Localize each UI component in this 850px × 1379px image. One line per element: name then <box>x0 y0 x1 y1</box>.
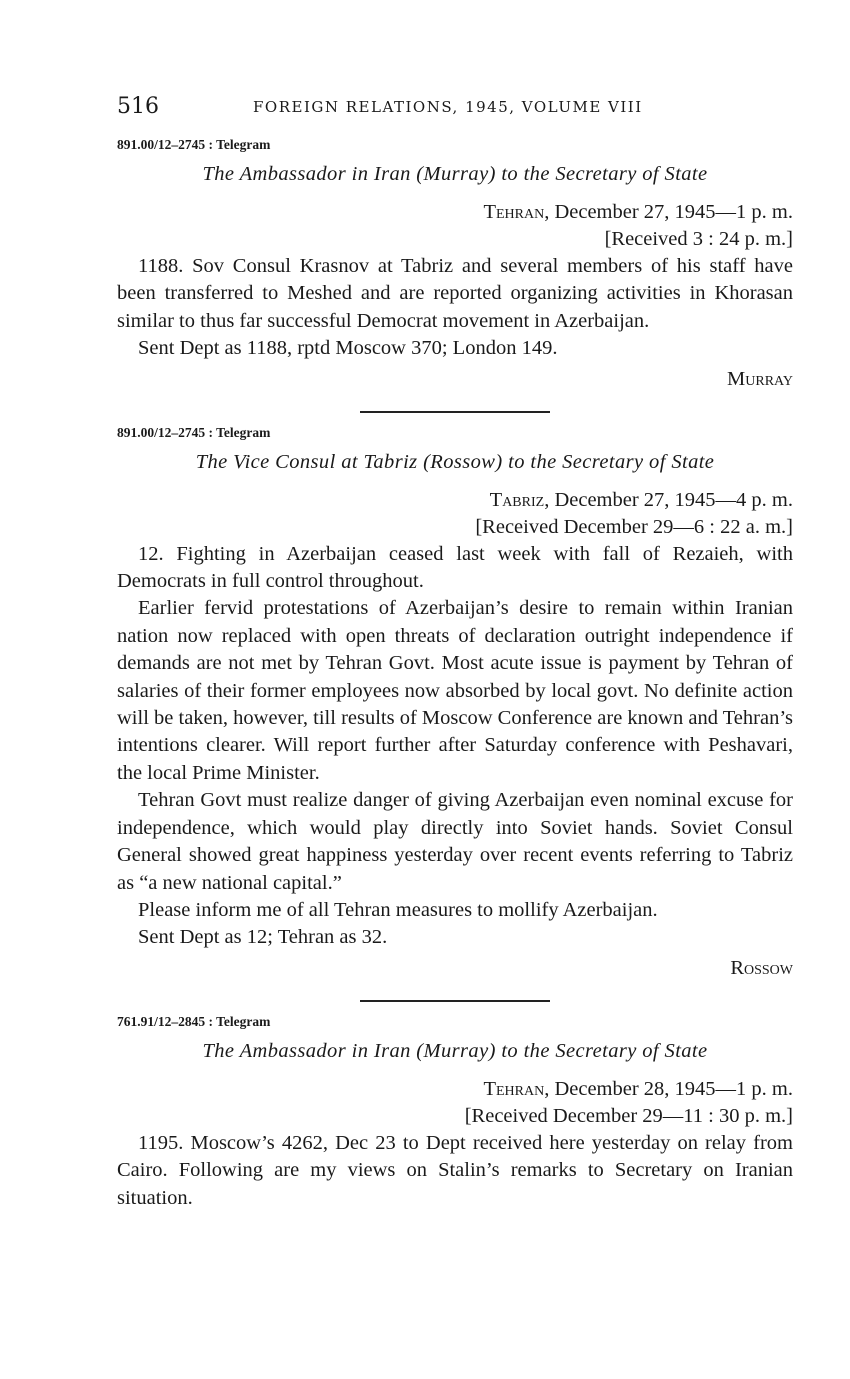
document-title: The Ambassador in Iran (Murray) to the Secretary of State <box>202 1039 708 1062</box>
received-note: [Received 3 : 24 p. m.] <box>604 228 793 250</box>
paragraph: 1195. Moscow’s 4262, Dec 23 to Dept received here yesterday on relay from Cairo. Following are my views on Stalin’s remarks to Secretary on Iranian situation. <box>117 1131 793 1209</box>
dateline <box>117 487 793 514</box>
file-reference: 891.00/12–2745 : Telegram <box>117 424 271 440</box>
file-reference: 891.00/12–2745 : Telegram <box>117 137 271 152</box>
dateline-date: , December 28, 1945—1 p. m. <box>544 1077 793 1100</box>
received-note: [Received December 29—11 : 30 p. m.] <box>464 1104 793 1127</box>
dateline-place: Tehran <box>483 201 545 223</box>
signature: Rossow <box>730 956 793 979</box>
section-divider <box>360 411 550 413</box>
telegram-3 <box>117 1014 793 1212</box>
dateline-place: Tabriz <box>489 488 545 511</box>
dateline-place: Tehran <box>483 1077 545 1100</box>
page-number: 516 <box>117 94 159 119</box>
dateline <box>117 199 793 226</box>
dateline-date: , December 27, 1945—1 p. m. <box>544 201 793 223</box>
paragraph: Tehran Govt must realize danger of giving Azerbaijan even nominal excuse for independence, which would play directly into Soviet hands. Soviet Consul General showed great happiness yesterday over recent events referring to Tabriz as “a new national capital.” <box>117 789 793 894</box>
telegram-2 <box>117 425 793 982</box>
paragraph: 12. Fighting in Azerbaijan ceased last week with fall of Rezaieh, with Democrats in full control throughout. <box>117 542 793 593</box>
dateline <box>117 1076 793 1103</box>
document-title: The Ambassador in Iran (Murray) to the Secretary of State <box>202 163 708 185</box>
document-page <box>117 92 793 1212</box>
file-reference: 761.91/12–2845 : Telegram <box>117 1013 271 1029</box>
running-title: FOREIGN RELATIONS, 1945, VOLUME VIII <box>253 98 643 116</box>
paragraph: Please inform me of all Tehran measures to mollify Azerbaijan. <box>138 898 658 921</box>
running-header <box>117 92 793 128</box>
section-divider <box>360 1000 550 1002</box>
telegram-1 <box>117 137 793 393</box>
document-title: The Vice Consul at Tabriz (Rossow) to the Secretary of State <box>195 450 715 473</box>
paragraph: 1188. Sov Consul Krasnov at Tabriz and several members of his staff have been transferred to Meshed and are reported organizing activities in Khorasan similar to thus far successful Democrat movement in Azerbaijan. <box>117 255 793 332</box>
signature: Murray <box>727 367 793 390</box>
received-note: [Received December 29—6 : 22 a. m.] <box>475 515 793 538</box>
paragraph: Sent Dept as 12; Tehran as 32. <box>138 926 388 949</box>
paragraph: Earlier fervid protestations of Azerbaijan’s desire to remain within Iranian nation now replaced with open threats of declaration outright independence if demands are not met by Tehran Govt. Most acute issue is payment by Tehran of salaries of their former employees now absorbed by local govt. No definite action will be taken, however, till results of Moscow Conference are known and Tehran’s intentions clearer. Will report further after Saturday conference with Peshavari, the local Prime Minister. <box>117 597 793 784</box>
paragraph: Sent Dept as 1188, rptd Moscow 370; London 149. <box>138 337 558 360</box>
dateline-date: , December 27, 1945—4 p. m. <box>544 488 793 511</box>
